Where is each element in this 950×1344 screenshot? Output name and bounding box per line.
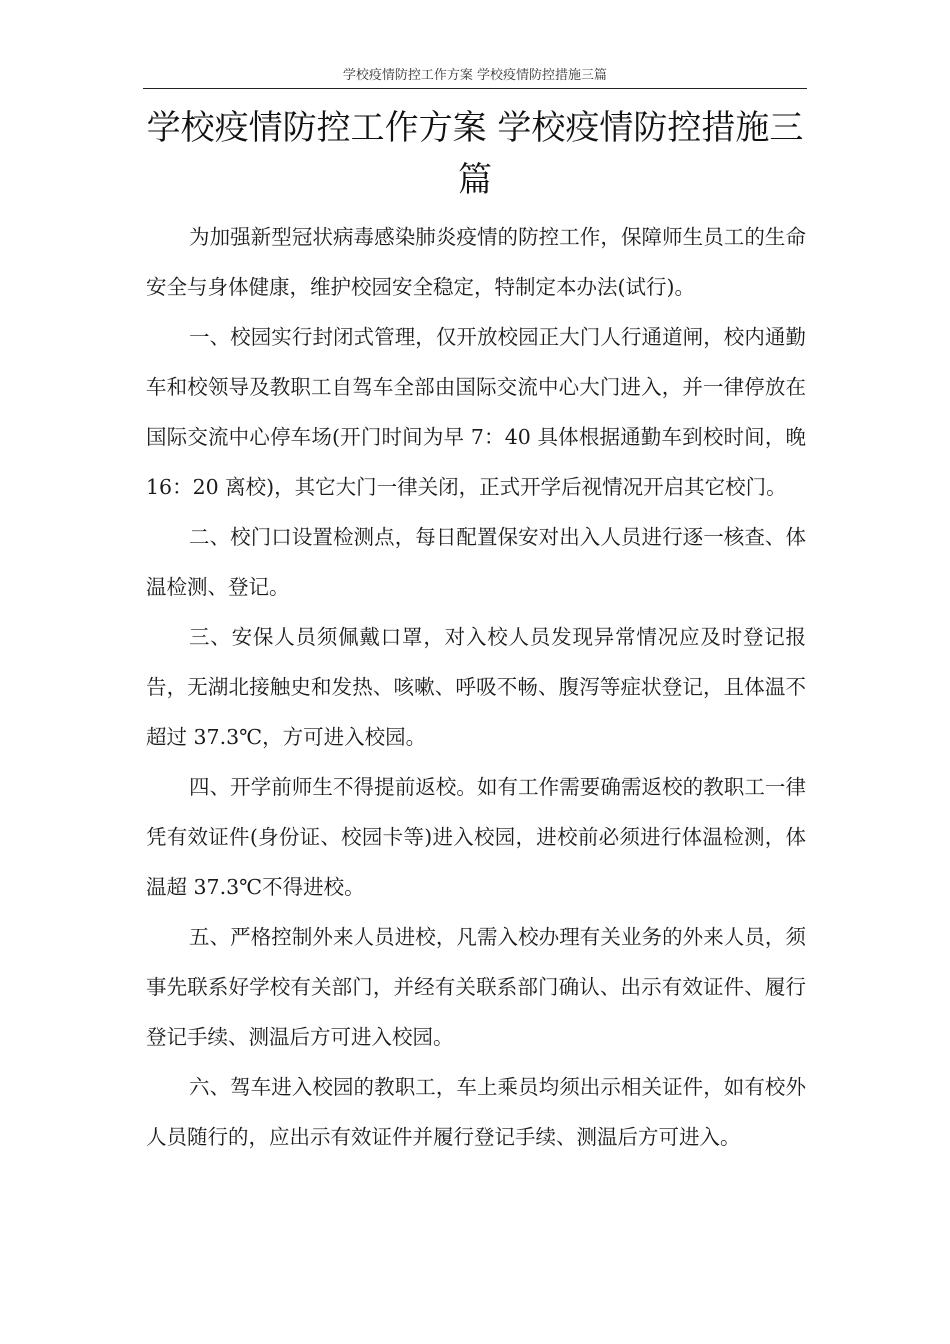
paragraph-item-5: 五、严格控制外来人员进校，凡需入校办理有关业务的外来人员，须事先联系好学校有关部门，并经有关联系部门确认、出示有效证件、履行登记手续、测温后方可进入校园。 — [146, 925, 806, 1049]
running-header: 学校疫情防控工作方案 学校疫情防控措施三篇 — [342, 68, 608, 83]
document-body — [146, 212, 806, 1162]
paragraph-intro: 为加强新型冠状病毒感染肺炎疫情的防控工作，保障师生员工的生命安全与身体健康，维护校园安全稳定，特制定本办法(试行)。 — [146, 225, 806, 299]
paragraph-item-3: 三、安保人员须佩戴口罩，对入校人员发现异常情况应及时登记报告，无湖北接触史和发热、咳嗽、呼吸不畅、腹泻等症状登记，且体温不超过 37.3℃，方可进入校园。 — [146, 625, 806, 749]
paragraph-item-6: 六、驾车进入校园的教职工，车上乘员均须出示相关证件，如有校外人员随行的，应出示有效证件并履行登记手续、测温后方可进入。 — [146, 1075, 806, 1149]
paragraph-item-2: 二、校门口设置检测点，每日配置保安对出入人员进行逐一核查、体温检测、登记。 — [146, 525, 806, 599]
paragraph-item-4: 四、开学前师生不得提前返校。如有工作需要确需返校的教职工一律凭有效证件(身份证、校园卡等)进入校园，进校前必须进行体温检测，体温超 37.3℃不得进校。 — [146, 775, 806, 899]
header-divider — [143, 88, 807, 89]
paragraph-item-1: 一、校园实行封闭式管理，仅开放校园正大门人行通道闸，校内通勤车和校领导及教职工自驾车全部由国际交流中心大门进入，并一律停放在国际交流中心停车场(开门时间为早 7：40 具体根据通勤车到校时间，晚 16：20 离校)，其它大门一律关闭，正式开学后视情况开启其它校门。 — [146, 325, 806, 499]
document-title: 学校疫情防控工作方案 学校疫情防控措施三篇 — [146, 108, 804, 200]
